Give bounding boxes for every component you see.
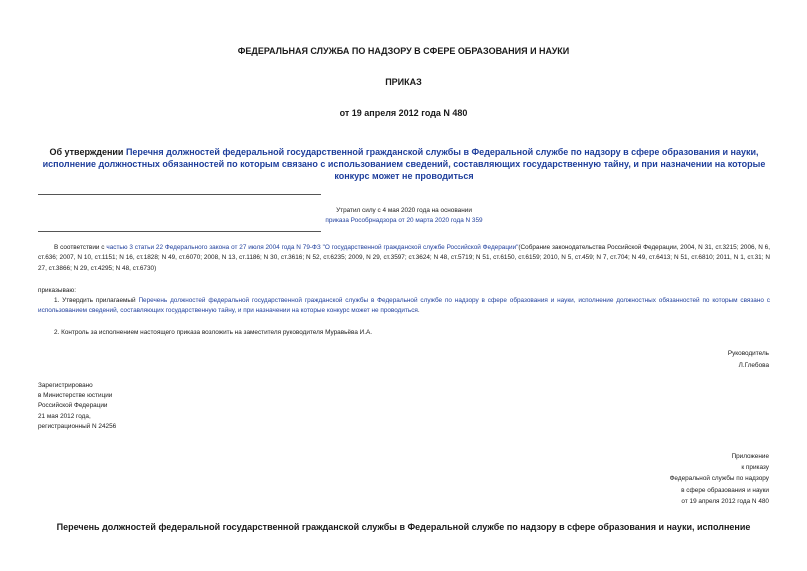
appendix-line: Федеральной службы по надзору <box>669 475 769 483</box>
registration-line: в Министерстве юстиции <box>38 392 113 400</box>
registration-line: регистрационный N 24256 <box>38 422 117 430</box>
preamble-paragraph <box>38 243 770 274</box>
registration-line: Зарегистрировано <box>38 382 93 389</box>
item-2-paragraph: 2. Контроль за исполнением настоящего приказа возложить на заместителя руководителя Муравьёва И.А. <box>54 329 373 336</box>
preamble-sources: (Собрание законодательства Российской Федерации, 2004, N 31, ст.3215; 2006, N 6, ст.636; 2007, N 10, ст.1151; N 16, ст.1828; N 49, ст.6070; 2008, N 13, ст.1186; N 30, ст.3616; N 52, ст.6235; 2009, N 29, ст.3597; ст.3624; N 48, ст.5719; N 51, ст.6150, ст.6159; 2010, N 5, ст.459; N 7, ст.704; N 49, ст.6413; N 51, ст.6810; 2011, N 1, ст.31; N 27, ст.3866; N 29, ст.4295; N 48, ст.6730) <box>38 244 770 272</box>
registration-line: Российской Федерации <box>38 402 108 410</box>
signature-title: Руководитель <box>727 350 769 357</box>
item-1-paragraph <box>38 296 770 317</box>
registration-block <box>38 381 116 432</box>
registration-line: 21 мая 2012 года, <box>38 412 91 420</box>
item-1-link[interactable]: Перечень должностей федеральной государственной гражданской службы в Федеральной службе по надзору в сфере образования и науки, исполнение должностных обязанностей по которым связано с использованием сведений, составляющих государственную тайну, и при назначении на которые конкурс может не проводиться <box>38 297 770 315</box>
subject-prefix: Об утверждении <box>49 147 126 157</box>
signature-block <box>728 348 769 371</box>
document-date-number: от 19 апреля 2012 года N 480 <box>339 108 468 118</box>
list-title: Перечень должностей федеральной государственной гражданской службы в Федеральной службе по надзору в сфере образования и науки, исполнение <box>56 522 751 532</box>
status-link[interactable]: приказа Рособрнадзора от 20 марта 2020 года N 359 <box>325 216 483 224</box>
divider-bottom <box>38 231 321 232</box>
preamble-law-link[interactable]: частью 3 статьи 22 Федерального закона от 27 июля 2004 года N 79-ФЗ "О государственной гражданской службе Российской Федерации" <box>106 244 519 251</box>
status-text: Утратил силу с 4 мая 2020 года на основании <box>336 207 472 214</box>
signature-name: Л.Глебова <box>738 361 769 369</box>
preamble-prefix: В соответствии с <box>54 244 107 251</box>
divider-top <box>38 194 321 195</box>
document-subject <box>38 146 770 182</box>
document-type: ПРИКАЗ <box>385 77 422 87</box>
appendix-line: Приложение <box>731 453 769 460</box>
order-word: приказываю: <box>38 287 76 294</box>
appendix-block <box>670 451 769 507</box>
agency-title: ФЕДЕРАЛЬНАЯ СЛУЖБА ПО НАДЗОРУ В СФЕРЕ ОБРАЗОВАНИЯ И НАУКИ <box>237 46 570 56</box>
subject-link[interactable]: Перечня должностей федеральной государственной гражданской службы в Федеральной службе по надзору в сфере образования и науки, исполнение должностных обязанностей по которым связано с использованием сведений, составляющих государственную тайну, и при назначении на которые конкурс может не проводиться <box>42 147 766 181</box>
item-1-prefix: 1. Утвердить прилагаемый <box>54 297 139 304</box>
item-1-suffix: . <box>417 307 420 315</box>
appendix-line: к приказу <box>741 464 769 472</box>
appendix-line: в сфере образования и науки <box>681 486 769 494</box>
appendix-line: от 19 апреля 2012 года N 480 <box>681 497 769 505</box>
validity-status <box>38 206 770 225</box>
